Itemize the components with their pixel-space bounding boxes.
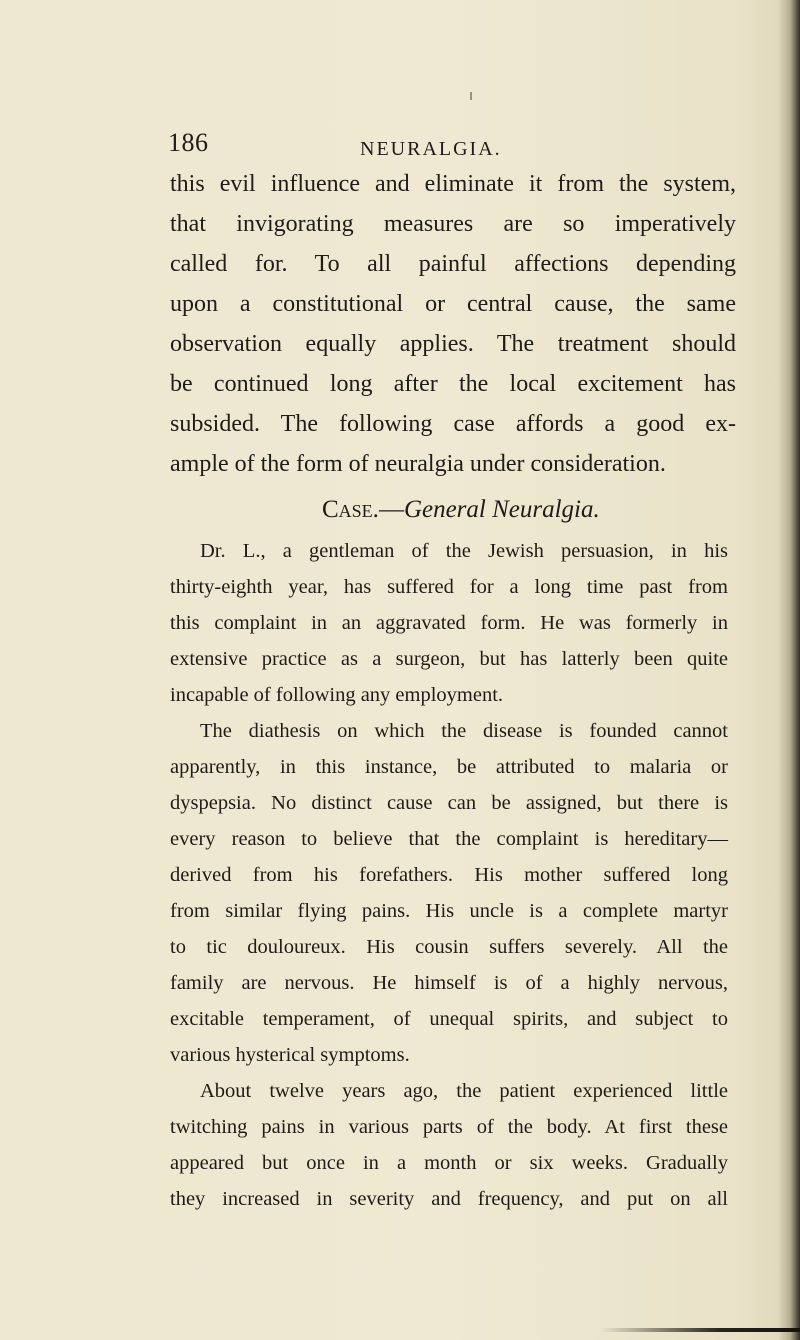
case-line: family are nervous. He himself is of a highly nervous, [170,972,728,994]
case-line: they increased in severity and frequency, and put on all [170,1188,728,1210]
intro-line: observation equally applies. The treatment should [170,331,736,357]
case-dash: — [378,496,404,523]
case-report [170,533,728,1217]
case-line: dyspepsia. No distinct cause can be assigned, but there is [170,792,728,814]
case-line: this complaint in an aggravated form. He was formerly in [170,612,728,634]
stray-ink-mark [470,92,472,100]
intro-line: upon a constitutional or central cause, the same [170,291,736,317]
case-line: derived from his forefathers. His mother suffered long [170,864,728,886]
page-edge-shadow [778,0,800,1340]
case-line: apparently, in this instance, be attributed to malaria or [170,756,728,778]
case-line: About twelve years ago, the patient experienced little [200,1080,728,1102]
case-label: Case. [322,496,379,523]
case-line: to tic douloureux. His cousin suffers severely. All the [170,936,728,958]
intro-line: subsided. The following case affords a good ex- [170,411,736,437]
page-number: 186 [168,128,209,157]
case-heading [322,496,600,524]
case-line: excitable temperament, of unequal spirits, and subject to [170,1008,728,1030]
case-title: General Neuralgia. [403,496,600,523]
case-line: extensive practice as a surgeon, but has latterly been quite [170,648,728,670]
case-line: thirty-eighth year, has suffered for a long time past from [170,576,728,598]
case-line: every reason to believe that the complaint is hereditary— [170,828,728,850]
case-line: The diathesis on which the disease is founded cannot [200,720,728,742]
case-line: various hysterical symptoms. [170,1044,410,1066]
intro-line: this evil influence and eliminate it from the system, [170,171,736,197]
intro-line: be continued long after the local excitement has [170,371,736,397]
case-line: Dr. L., a gentleman of the Jewish persuasion, in his [200,540,728,562]
intro-line: that invigorating measures are so imperatively [170,211,736,237]
case-line: from similar flying pains. His uncle is a complete martyr [170,900,728,922]
bottom-edge-shadow [600,1328,800,1332]
case-line: appeared but once in a month or six weeks. Gradually [170,1152,728,1174]
case-line: incapable of following any employment. [170,684,504,706]
case-line: twitching pains in various parts of the body. At first these [170,1116,728,1138]
running-head: NEURALGIA. [360,138,502,160]
intro-line: ample of the form of neuralgia under consideration. [170,451,666,477]
intro-paragraph [170,164,736,484]
intro-line: called for. To all painful affections depending [170,251,736,277]
